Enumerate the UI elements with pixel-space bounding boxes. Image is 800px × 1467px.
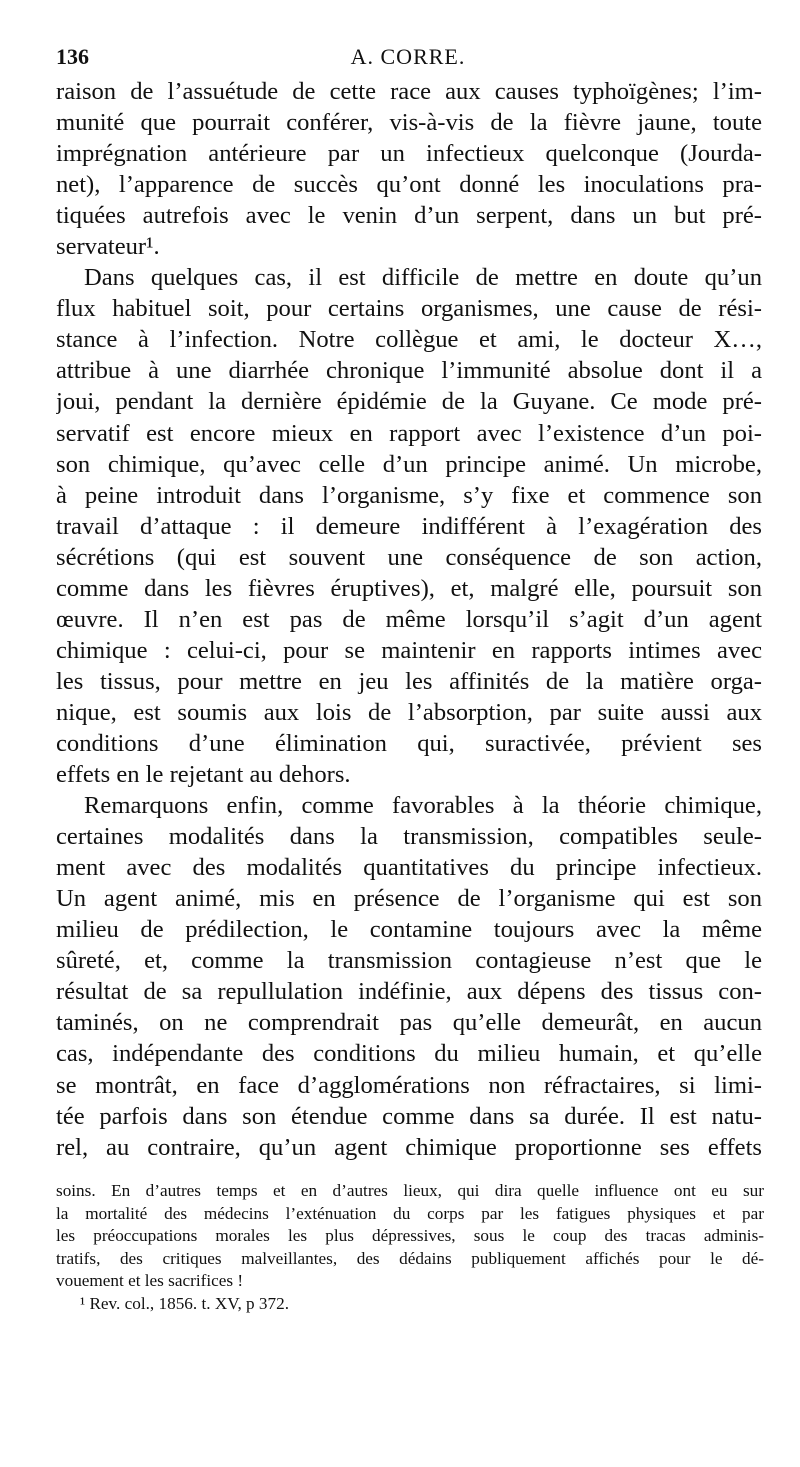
text-line: raison de l’assuétude de cette race aux causes typhoïgènes; l’im- (56, 78, 762, 105)
text-line: milieu de prédilection, le contamine toujours avec la même (56, 916, 762, 944)
footnote-line: soins. En d’autres temps et en d’autres lieux, qui dira quelle influence ont eu sur (56, 1181, 764, 1200)
text-line: sûreté, et, comme la transmission contagieuse n’est que le (56, 947, 762, 975)
text-line: rel, au contraire, qu’un agent chimique proportionne ses effets (56, 1133, 762, 1161)
text-line: chimique : celui-ci, pour se maintenir en rapports intimes avec (56, 636, 762, 664)
text-line: effets en le rejetant au dehors. (56, 761, 351, 789)
text-line: son chimique, qu’avec celle d’un principe animé. Un microbe, (56, 450, 762, 478)
text-line: à peine introduit dans l’organisme, s’y fixe et commence son (56, 481, 762, 509)
text-line: servatif est encore mieux en rapport avec l’existence d’un poi- (56, 419, 762, 447)
text-line: conditions d’une élimination qui, suractivée, prévient ses (56, 729, 762, 757)
running-head: A. CORRE. (350, 44, 466, 69)
text-line: tée parfois dans son étendue comme dans sa durée. Il est natu- (56, 1102, 762, 1130)
text-line: tiquées autrefois avec le venin d’un serpent, dans un but pré- (56, 202, 762, 230)
text-line: flux habituel soit, pour certains organismes, une cause de rési- (56, 295, 762, 323)
text-line: comme dans les fièvres éruptives), et, malgré elle, poursuit son (56, 574, 762, 602)
page-number: 136 (56, 44, 89, 69)
text-line: résultat de sa repullulation indéfinie, aux dépens des tissus con- (56, 978, 762, 1006)
text-line: Remarquons enfin, comme favorables à la théorie chimique, (84, 792, 762, 820)
text-line: net), l’apparence de succès qu’ont donné les inoculations pra- (56, 171, 762, 199)
text-line: attribue à une diarrhée chronique l’immunité absolue dont il a (56, 357, 762, 385)
footnote-line: la mortalité des médecins l’exténuation du corps par les fatigues physiques et par (56, 1203, 764, 1223)
text-line: Un agent animé, mis en présence de l’organisme qui est son (56, 885, 762, 913)
text-line: se montrât, en face d’agglomérations non réfractaires, si limi- (56, 1071, 762, 1099)
text-line: taminés, on ne comprendrait pas qu’elle demeurât, en aucun (56, 1009, 762, 1037)
text-line: Dans quelques cas, il est difficile de mettre en doute qu’un (84, 264, 762, 292)
text-line: ment avec des modalités quantitatives du principe infectieux. (56, 854, 762, 882)
footnotes (56, 1180, 764, 1316)
text-line: stance à l’infection. Notre collègue et ami, le docteur X…, (56, 326, 762, 354)
text-line: les tissus, pour mettre en jeu les affinités de la matière orga- (56, 667, 762, 695)
text-line: joui, pendant la dernière épidémie de la Guyane. Ce mode pré- (56, 388, 762, 416)
page-header (56, 44, 760, 74)
text-line: servateur¹. (56, 233, 160, 261)
footnote-reference: ¹ Rev. col., 1856. t. XV, p 372. (80, 1293, 290, 1313)
text-line: certaines modalités dans la transmission, compatibles seule- (56, 823, 762, 851)
text-line: travail d’attaque : il demeure indifférent à l’exagération des (56, 512, 762, 540)
footnote-line: les préoccupations morales les plus dépressives, sous le coup des tracas adminis- (56, 1226, 764, 1246)
text-line: œuvre. Il n’en est pas de même lorsqu’il s’agit d’un agent (56, 605, 762, 633)
text-line: sécrétions (qui est souvent une conséquence de son action, (56, 543, 762, 571)
footnote-line: tratifs, des critiques malveillantes, des dédains publiquement affichés pour le dé- (56, 1248, 764, 1268)
body-text (56, 76, 762, 1163)
text-line: cas, indépendante des conditions du milieu humain, et qu’elle (56, 1040, 762, 1068)
text-line: nique, est soumis aux lois de l’absorption, par suite aussi aux (56, 698, 762, 726)
footnote-line: vouement et les sacrifices ! (56, 1271, 244, 1291)
text-line: munité que pourrait conférer, vis-à-vis de la fièvre jaune, toute (56, 109, 762, 137)
text-line: imprégnation antérieure par un infectieux quelconque (Jourda- (56, 140, 762, 168)
